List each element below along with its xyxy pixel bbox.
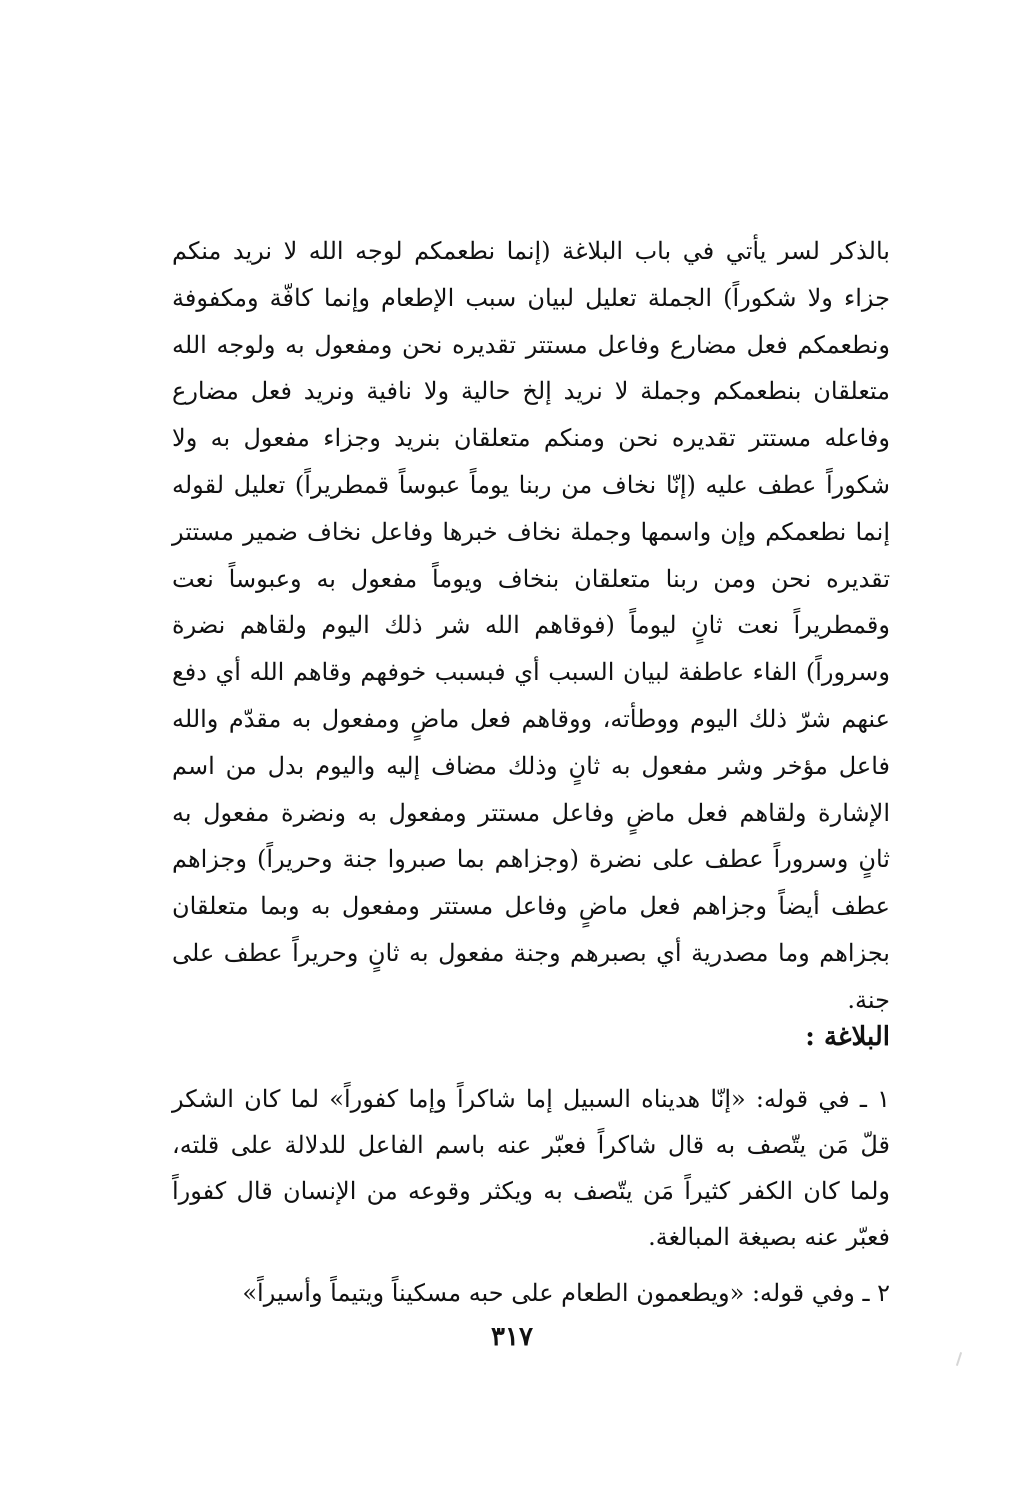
body-text bbox=[172, 228, 890, 1024]
section-heading: البلاغة : bbox=[805, 1022, 890, 1052]
point-number: ٢ ـ bbox=[862, 1279, 890, 1307]
page-number: ٣١٧ bbox=[491, 1322, 533, 1352]
point-number: ١ ـ bbox=[859, 1085, 890, 1113]
point-text: وفي قوله: «ويطعمون الطعام على حبه مسكيناً ويتيماً وأسيراً» bbox=[242, 1279, 855, 1307]
rhetoric-point bbox=[172, 1076, 890, 1260]
rhetoric-point bbox=[172, 1270, 890, 1316]
scan-mark bbox=[956, 1352, 962, 1366]
point-text: في قوله: «إنّا هديناه السبيل إما شاكراً وإما كفوراً» لما كان الشكر قلّ مَن يتّصف به قال شاكراً فعبّر عنه باسم الفاعل للدلالة على قلته، ولما كان الكفر كثيراً مَن يتّصف به ويكثر وقوعه من الإنسان قال كفوراً فعبّر عنه بصيغة المبالغة. bbox=[172, 1085, 890, 1251]
rhetoric-section bbox=[172, 1076, 890, 1326]
grammar-paragraph: بالذكر لسر يأتي في باب البلاغة (إنما نطعمكم لوجه الله لا نريد منكم جزاء ولا شكوراً) الجملة تعليل لبيان سبب الإطعام وإنما كافّة ومكفوفة ونطعمكم فعل مضارع وفاعل مستتر تقديره نحن ومفعول به ولوجه الله متعلقان بنطعمكم وجملة لا نريد إلخ حالية ولا نافية ونريد فعل مضارع وفاعله مستتر تقديره نحن ومنكم متعلقان بنريد وجزاء مفعول به ولا شكوراً عطف عليه (إنّا نخاف من ربنا يوماً عبوساً قمطريراً) تعليل لقوله إنما نطعمكم وإن واسمها وجملة نخاف خبرها وفاعل نخاف ضمير مستتر تقديره نحن ومن ربنا متعلقان بنخاف ويوماً مفعول به وعبوساً نعت وقمطريراً نعت ثانٍ ليوماً (فوقاهم الله شر ذلك اليوم ولقاهم نضرة وسروراً) الفاء عاطفة لبيان السبب أي فبسبب خوفهم وقاهم الله أي دفع عنهم شرّ ذلك اليوم ووطأته، ووقاهم فعل ماضٍ ومفعول به مقدّم والله فاعل مؤخر وشر مفعول به ثانٍ وذلك مضاف إليه واليوم بدل من اسم الإشارة ولقاهم فعل ماضٍ وفاعل مستتر ومفعول به ونضرة مفعول به ثانٍ وسروراً عطف على نضرة (وجزاهم بما صبروا جنة وحريراً) وجزاهم عطف أيضاً وجزاهم فعل ماضٍ وفاعل مستتر ومفعول به وبما متعلقان بجزاهم وما مصدرية أي بصبرهم وجنة مفعول به ثانٍ وحريراً عطف على جنة. bbox=[172, 237, 891, 1014]
